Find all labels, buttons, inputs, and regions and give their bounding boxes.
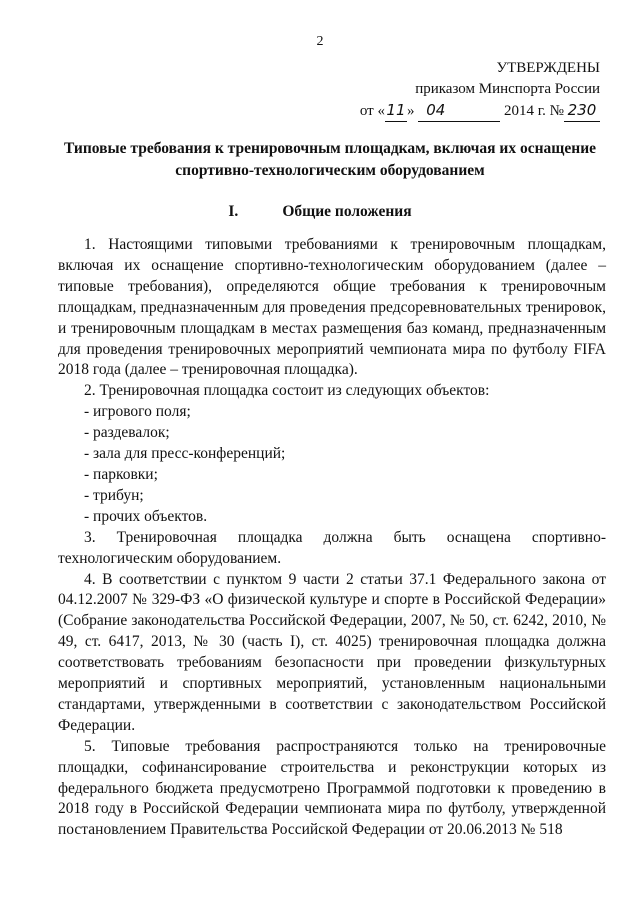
list-item: - игрового поля; <box>84 403 191 421</box>
paragraph-4: 4. В соответствии с пунктом 9 части 2 статьи 37.1 Федерального закона от 04.12.2007 № 329-ФЗ «О физической культуре и спорте в Российской Федерации» (Собрание законодательства Российской Федерации, 2007, № 50, ст. 6242, 2010, № 49, ст. 6417, 2013, № 30 (часть I), ст. 4025) тренировочная площадка должна соответствовать требованиям безопасности при проведении физкультурных мероприятий и спортивных мероприятий, установленным национальными стандартами, утвержденными в соответствии с законодательством Российской Федерации. <box>58 570 606 734</box>
section-number: I. <box>228 203 239 220</box>
handwritten-order-number: 230 <box>564 100 600 122</box>
list-item: - трибун; <box>84 486 144 504</box>
list-item: - зала для пресс-конференций; <box>84 445 286 463</box>
handwritten-month: 04 <box>418 100 500 122</box>
approval-date-line <box>360 100 600 122</box>
title-line-2: спортивно-технологическим оборудованием <box>175 162 485 179</box>
handwritten-day: 11 <box>385 100 407 122</box>
list-item: - раздевалок; <box>84 424 170 442</box>
approval-order: приказом Минспорта России <box>415 81 600 97</box>
paragraph-5: 5. Типовые требования распространяются только на тренировочные площадки, софинансирование строительства и реконструкции которых из федерального бюджета предусмотрено Программой подготовки к проведению в 2018 году в Российской Федерации чемпионата мира по футболу, утвержденной постановлением Правительства Российской Федерации от 20.06.2013 № 518 <box>58 737 606 839</box>
list-item: - прочих объектов. <box>84 507 208 525</box>
date-mid: » <box>406 103 415 119</box>
approval-heading: УТВЕРЖДЕНЫ <box>496 60 600 76</box>
paragraph-3: 3. Тренировочная площадка должна быть оснащена спортивно-технологическим оборудованием. <box>58 528 606 567</box>
document-body <box>58 235 606 841</box>
date-year: 2014 г. № <box>503 103 564 119</box>
page-number: 2 <box>316 34 324 49</box>
section-title: Общие положения <box>282 203 412 220</box>
document-title <box>50 138 610 182</box>
section-heading <box>0 203 640 221</box>
paragraph-2: 2. Тренировочная площадка состоит из следующих объектов: <box>84 382 490 400</box>
approval-stamp <box>360 58 600 122</box>
date-prefix: от « <box>359 103 385 119</box>
list-item: - парковки; <box>84 465 158 483</box>
title-line-1: Типовые требования к тренировочным площадкам, включая их оснащение <box>63 140 597 157</box>
paragraph-1: 1. Настоящими типовыми требованиями к тренировочным площадкам, включая их оснащение спортивно-технологическим оборудованием (далее – типовые требования), определяются общие требования к тренировочным площадкам, предназначенным для проведения предсоревновательных тренировок, и тренировочным площадкам в местах размещения баз команд, предназначенным для проведения тренировочных мероприятий чемпионата мира по футболу FIFA 2018 года (далее – тренировочная площадка). <box>58 236 606 379</box>
